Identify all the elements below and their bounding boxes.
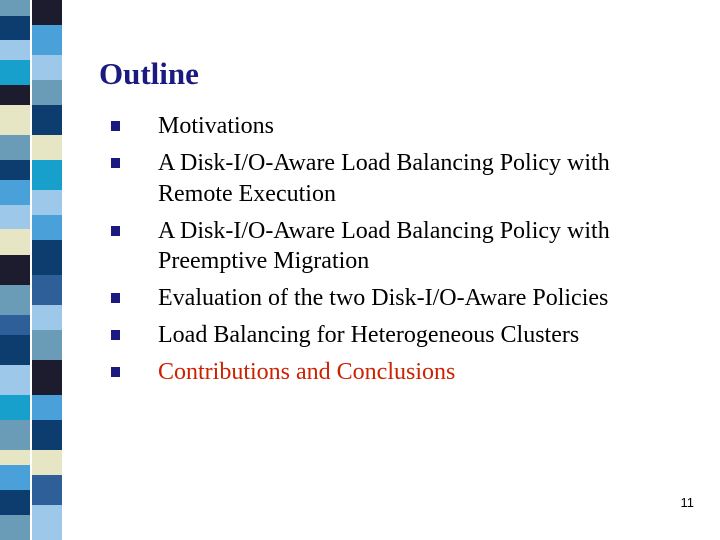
stripe-block — [0, 490, 30, 515]
stripe-block — [0, 365, 30, 395]
stripe-block — [32, 105, 62, 135]
stripe-column-right — [32, 0, 62, 540]
decorative-stripe — [0, 0, 62, 540]
square-bullet-icon — [111, 293, 120, 303]
stripe-block — [0, 105, 30, 135]
page-number: 11 — [680, 495, 694, 510]
outline-item-text: A Disk-I/O-Aware Load Balancing Policy with Remote Execution — [158, 150, 610, 207]
stripe-block — [0, 135, 30, 160]
stripe-block — [32, 275, 62, 305]
square-bullet-icon — [111, 330, 120, 340]
stripe-block — [0, 315, 30, 335]
square-bullet-icon — [111, 367, 120, 377]
outline-item-current — [111, 357, 638, 388]
stripe-block — [0, 85, 30, 105]
outline-item — [111, 148, 638, 209]
stripe-block — [32, 160, 62, 190]
square-bullet-icon — [111, 121, 120, 131]
outline-item-text: Load Balancing for Heterogeneous Clusters — [158, 322, 580, 348]
stripe-block — [32, 305, 62, 330]
slide-title: Outline — [99, 56, 199, 91]
square-bullet-icon — [111, 158, 120, 168]
stripe-block — [0, 160, 30, 180]
outline-list — [111, 111, 638, 394]
stripe-block — [0, 395, 30, 420]
stripe-block — [0, 450, 30, 465]
stripe-block — [32, 80, 62, 105]
stripe-block — [0, 16, 30, 40]
stripe-block — [0, 205, 30, 229]
stripe-block — [32, 475, 62, 505]
square-bullet-icon — [111, 226, 120, 236]
outline-item-text: Motivations — [158, 113, 275, 139]
outline-item-text: A Disk-I/O-Aware Load Balancing Policy with Preemptive Migration — [158, 217, 610, 274]
stripe-block — [0, 335, 30, 365]
stripe-block — [0, 229, 30, 255]
stripe-block — [32, 395, 62, 420]
stripe-column-left — [0, 0, 30, 540]
outline-item — [111, 216, 638, 277]
outline-item-text: Contributions and Conclusions — [158, 359, 456, 385]
stripe-block — [0, 465, 30, 490]
stripe-block — [32, 55, 62, 80]
outline-item — [111, 283, 638, 314]
outline-item — [111, 320, 638, 351]
stripe-block — [32, 360, 62, 395]
stripe-block — [32, 420, 62, 450]
stripe-block — [32, 135, 62, 160]
stripe-block — [32, 450, 62, 475]
stripe-block — [0, 420, 30, 450]
stripe-block — [0, 0, 30, 16]
stripe-block — [32, 0, 62, 25]
stripe-block — [32, 505, 62, 540]
stripe-block — [0, 285, 30, 315]
outline-item — [111, 111, 638, 142]
stripe-block — [32, 25, 62, 55]
stripe-block — [0, 255, 30, 285]
outline-item-text: Evaluation of the two Disk-I/O-Aware Policies — [158, 285, 609, 311]
stripe-block — [32, 240, 62, 275]
stripe-block — [0, 40, 30, 60]
stripe-block — [0, 180, 30, 205]
stripe-block — [32, 215, 62, 240]
stripe-block — [0, 515, 30, 540]
stripe-block — [0, 60, 30, 85]
stripe-block — [32, 190, 62, 215]
stripe-block — [32, 330, 62, 360]
